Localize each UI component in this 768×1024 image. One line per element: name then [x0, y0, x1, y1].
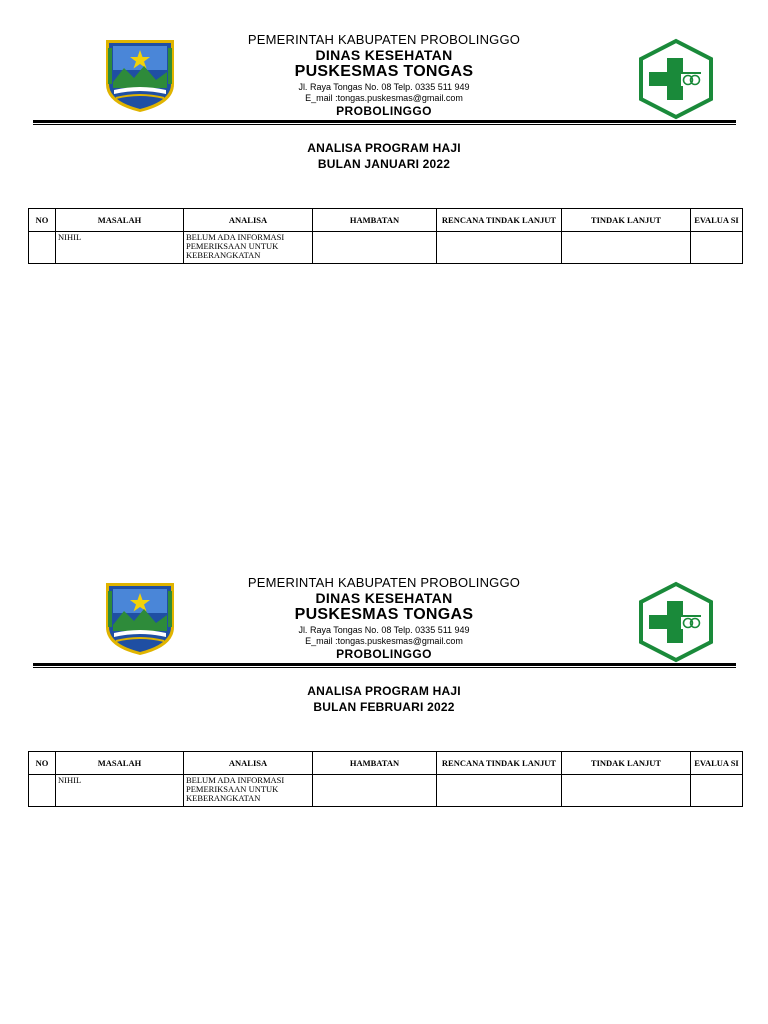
document-period: BULAN FEBRUARI 2022: [313, 700, 455, 714]
header-email: E_mail :tongas.puskesmas@gmail.com: [305, 93, 463, 103]
probolinggo-emblem-icon: [104, 38, 176, 114]
col-header-tindak-lanjut: TINDAK LANJUT: [562, 752, 691, 775]
cell-hambatan: [313, 232, 437, 264]
cell-analisa: BELUM ADA INFORMASI PEMERIKSAAN UNTUK KEBERANGKATAN: [184, 232, 313, 264]
cell-rencana: [437, 775, 562, 807]
table-header-row: [29, 209, 743, 232]
header-divider-thin: [33, 667, 736, 668]
header-address: Jl. Raya Tongas No. 08 Telp. 0335 511 949: [298, 625, 470, 635]
col-header-analisa: ANALISA: [184, 209, 313, 232]
header-government: PEMERINTAH KABUPATEN PROBOLINGGO: [247, 32, 521, 47]
table-header-row: [29, 752, 743, 775]
col-header-no: NO: [29, 209, 56, 232]
header-city: PROBOLINGGO: [336, 647, 432, 661]
probolinggo-emblem-icon: [104, 581, 176, 657]
header-address: Jl. Raya Tongas No. 08 Telp. 0335 511 949: [298, 82, 470, 92]
header-divider: [33, 120, 736, 123]
col-header-rencana: RENCANA TINDAK LANJUT: [437, 752, 562, 775]
col-header-no: NO: [29, 752, 56, 775]
cell-evaluasi: [691, 775, 743, 807]
report-section-january: [0, 0, 768, 300]
col-header-evaluasi: EVALUA SI: [691, 209, 743, 232]
col-header-evaluasi: EVALUA SI: [691, 752, 743, 775]
col-header-hambatan: HAMBATAN: [313, 209, 437, 232]
header-email: E_mail :tongas.puskesmas@gmail.com: [305, 636, 463, 646]
cell-rencana: [437, 232, 562, 264]
analysis-table: [28, 208, 743, 264]
puskesmas-logo-icon: [637, 581, 715, 663]
document-period: BULAN JANUARI 2022: [317, 157, 451, 171]
header-department: DINAS KESEHATAN: [315, 590, 453, 606]
header-divider: [33, 663, 736, 666]
header-institution: PUSKESMAS TONGAS: [294, 606, 474, 623]
cell-tindak-lanjut: [562, 775, 691, 807]
table-row: [29, 775, 743, 807]
cell-no: [29, 775, 56, 807]
puskesmas-logo-icon: [637, 38, 715, 120]
col-header-hambatan: HAMBATAN: [313, 752, 437, 775]
col-header-tindak-lanjut: TINDAK LANJUT: [562, 209, 691, 232]
document-title: ANALISA PROGRAM HAJI: [307, 141, 461, 155]
cell-hambatan: [313, 775, 437, 807]
analysis-table: [28, 751, 743, 807]
table-row: [29, 232, 743, 264]
report-section-february: [0, 543, 768, 843]
cell-tindak-lanjut: [562, 232, 691, 264]
header-divider-thin: [33, 124, 736, 125]
col-header-masalah: MASALAH: [56, 209, 184, 232]
header-institution: PUSKESMAS TONGAS: [294, 63, 474, 80]
cell-evaluasi: [691, 232, 743, 264]
header-government: PEMERINTAH KABUPATEN PROBOLINGGO: [247, 575, 521, 590]
col-header-rencana: RENCANA TINDAK LANJUT: [437, 209, 562, 232]
cell-no: [29, 232, 56, 264]
cell-masalah: NIHIL: [56, 232, 184, 264]
document-title: ANALISA PROGRAM HAJI: [307, 684, 461, 698]
col-header-analisa: ANALISA: [184, 752, 313, 775]
col-header-masalah: MASALAH: [56, 752, 184, 775]
header-city: PROBOLINGGO: [336, 104, 432, 118]
cell-analisa: BELUM ADA INFORMASI PEMERIKSAAN UNTUK KEBERANGKATAN: [184, 775, 313, 807]
cell-masalah: NIHIL: [56, 775, 184, 807]
header-department: DINAS KESEHATAN: [315, 47, 453, 63]
